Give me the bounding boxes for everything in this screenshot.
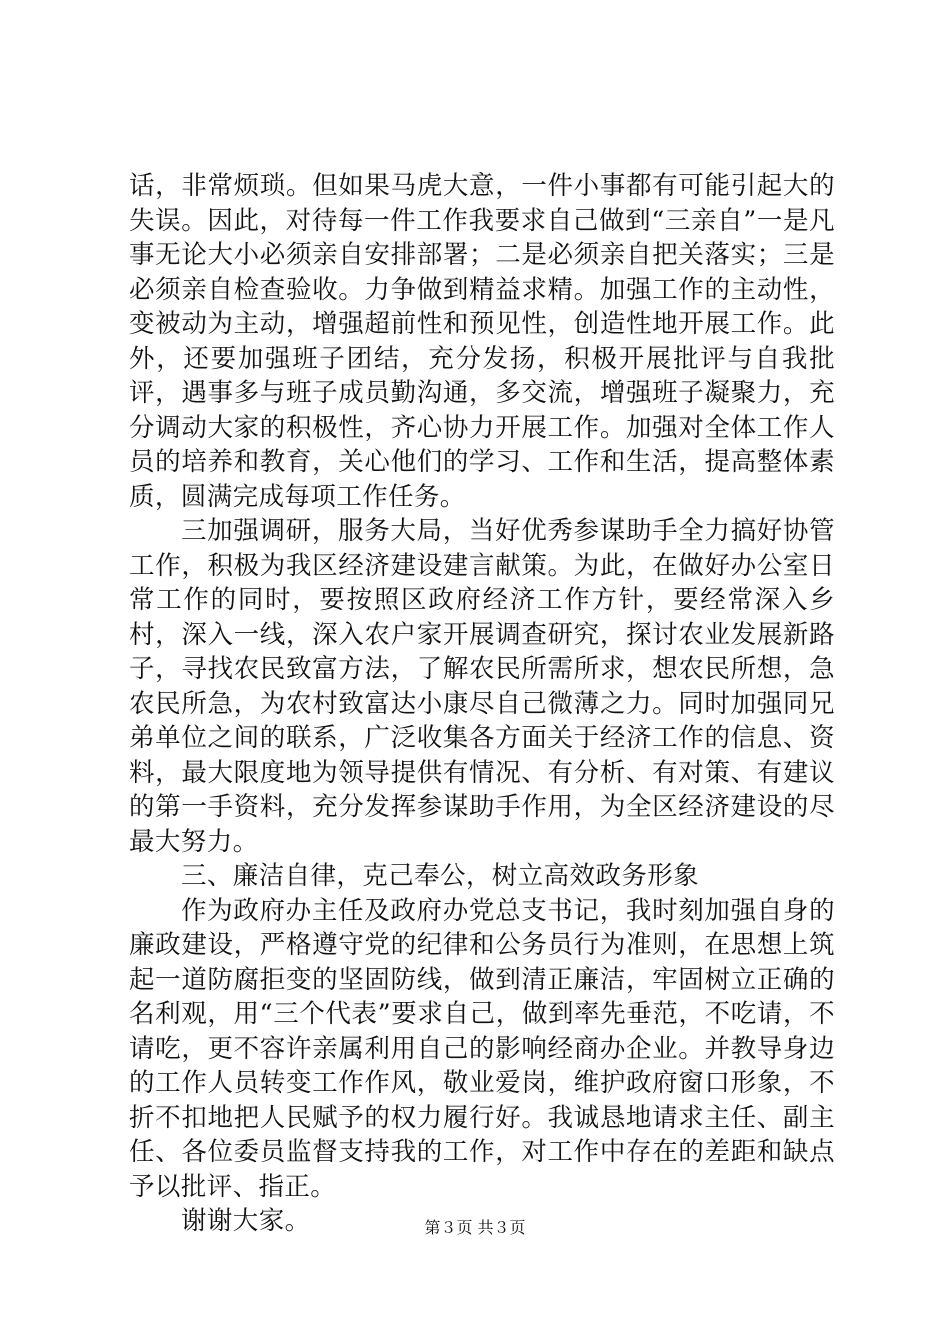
paragraph-continuation: 话，非常烦琐。但如果马虎大意，一件小事都有可能引起大的失误。因此，对待每一件工作我要求自己做到“三亲自”一是凡事无论大小必须亲自安排部署；二是必须亲自把关落实；三是必须亲自检查验收。力争做到精益求精。加强工作的主动性，变被动为主动，增强超前性和预见性，创造性地开展工作。此外，还要加强班子团结，充分发扬，积极开展批评与自我批评，遇事多与班子成员勤沟通，多交流，增强班子凝聚力，充分调动大家的积极性，齐心协力开展工作。加强对全体工作人员的培养和教育，关心他们的学习、工作和生活，提高整体素质，圆满完成每项工作任务。 — [129, 171, 835, 512]
paragraph-research: 三加强调研，服务大局，当好优秀参谋助手全力搞好协管工作，积极为我区经济建设建言献策。为此，在做好办公室日常工作的同时，要按照区政府经济工作方针，要经常深入乡村，深入一线，深入农户家开展调查研究，探讨农业发展新路子，寻找农民致富方法，了解农民所需所求，想农民所想，急农民所急，为农村致富达小康尽自己微薄之力。同时加强同兄弟单位之间的联系，广泛收集各方面关于经济工作的信息、资料，最大限度地为领导提供有情况、有分析、有对策、有建议的第一手资料，充分发挥参谋助手作用，为全区经济建设的尽最大努力。 — [129, 516, 835, 857]
document-body — [129, 169, 835, 1239]
section-heading: 三、廉洁自律，克己奉公，树立高效政务形象 — [181, 861, 700, 891]
page-number-footer: 第３页 共３页 — [424, 1218, 526, 1237]
paragraph-closing: 谢谢大家。 — [181, 1206, 311, 1236]
paragraph-integrity: 作为政府办主任及政府办党总支书记，我时刻加强自身的廉政建设，严格遵守党的纪律和公务员行为准则，在思想上筑起一道防腐拒变的坚固防线，做到清正廉洁，牢固树立正确的名利观，用“三个代表”要求自己，做到率先垂范，不吃请，不请吃，更不容许亲属利用自己的影响经商办企业。并教导身边的工作人员转变工作作风，敬业爱岗，维护政府窗口形象，不折不扣地把人民赋予的权力履行好。我诚恳地请求主任、副主任、各位委员监督支持我的工作，对工作中存在的差距和缺点予以批评、指正。 — [129, 895, 835, 1202]
